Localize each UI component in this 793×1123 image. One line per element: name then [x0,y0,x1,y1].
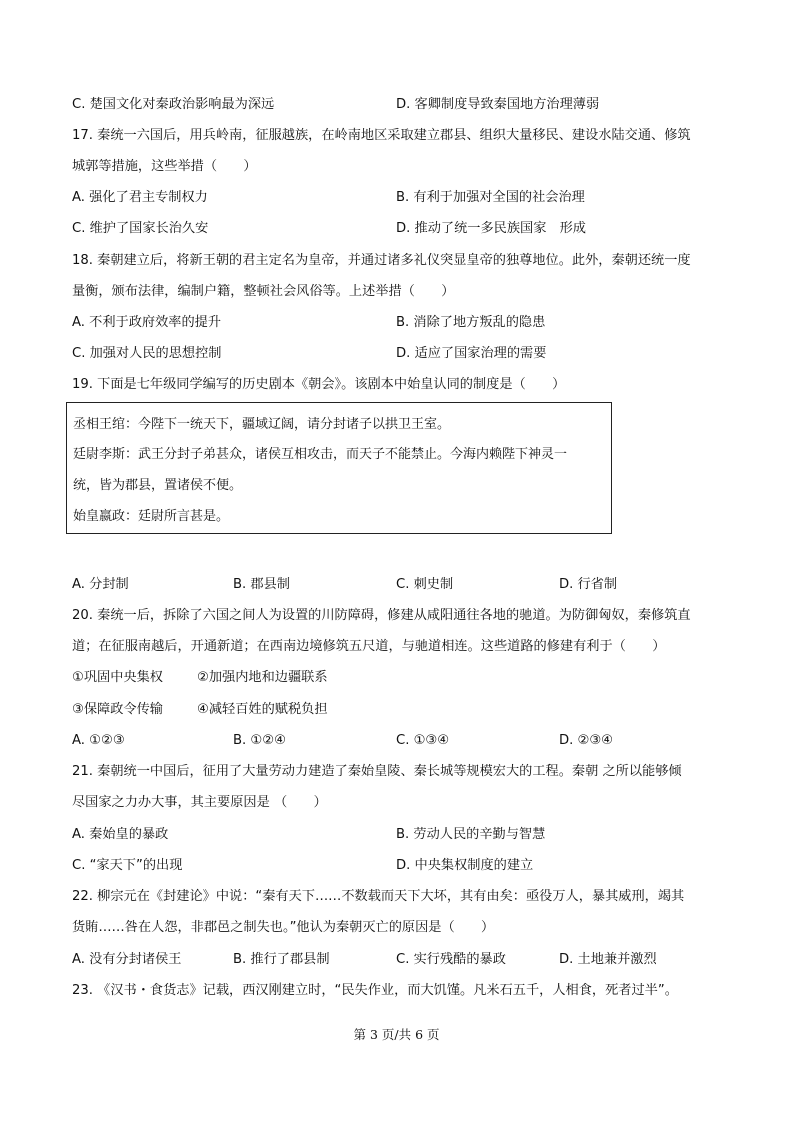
q20-item-4: ④减轻百姓的赋税负担 [197,702,328,717]
q23-stem-line-1: 23. 《汉书・食货志》记载，西汉刚建立时，“民失作业，而大饥馑。凡米石五千，人相食，死者过半”。 [72,983,678,998]
q18-stem-line-2: 量衡，颁布法律，编制户籍，整顿社会风俗等。上述举措（ ） [72,284,455,299]
q20-option-c: C. ①③④ [396,733,450,748]
q22-option-c: C. 实行残酷的暴政 [396,952,506,967]
q19-stem: 19. 下面是七年级同学编写的历史剧本《朝会》。该剧本中始皇认同的制度是（ ） [72,377,566,392]
page-number: 第 3 页/共 6 页 [353,1027,440,1042]
q21-option-d: D. 中央集权制度的建立 [396,858,534,873]
q17-stem-line-2: 城郭等措施，这些举措（ ） [72,159,257,174]
q22-stem-line-2: 货賄……咎在人怨，非郡邑之制失也。”他认为秦朝灭亡的原因是（ ） [72,920,495,935]
q19-quote-line-2: 廷尉李斯：武王分封子弟甚众，诸侯互相攻击，而天子不能禁止。今海内赖陛下神灵一 [73,447,568,462]
q16-option-d: D. 客卿制度导致秦国地方治理薄弱 [396,97,600,112]
q18-option-c: C. 加强对人民的思想控制 [72,346,222,361]
q17-option-d: D. 推动了统一多民族国家 形成 [396,221,586,236]
q19-option-c: C. 刺史制 [396,577,454,592]
q20-option-d: D. ②③④ [559,733,614,748]
q17-option-a: A. 强化了君主专制权力 [72,190,208,205]
q16-option-c: C. 楚国文化对秦政治影响最为深远 [72,97,275,112]
q17-option-b: B. 有利于加强对全国的社会治理 [396,190,585,205]
q20-item-2: ②加强内地和边疆联系 [197,670,328,685]
q19-quote-line-1: 丞相王绾：今陛下一统天下，疆域辽阔，请分封诸子以拱卫王室。 [73,417,451,432]
q18-stem-line-1: 18. 秦朝建立后，将新王朝的君主定名为皇帝，并通过诸多礼仪突显皇帝的独尊地位。此外，秦朝还统一度 [72,253,691,268]
q20-item-1: ①巩固中央集权 [72,670,163,685]
q21-stem-line-1: 21. 秦朝统一中国后，征用了大量劳动力建造了秦始皇陵、秦长城等规模宏大的工程。秦朝 之所以能够倾 [72,764,682,779]
q21-option-a: A. 秦始皇的暴政 [72,827,169,842]
q19-option-b: B. 郡县制 [233,577,290,592]
q18-option-a: A. 不利于政府效率的提升 [72,315,222,330]
q19-option-a: A. 分封制 [72,577,129,592]
q20-stem-line-1: 20. 秦统一后，拆除了六国之间人为设置的川防障碍，修建从咸阳通往各地的驰道。为防御匈奴，秦修筑直 [72,608,691,623]
q22-option-d: D. 土地兼并激烈 [559,952,657,967]
q21-option-c: C. “家天下”的出现 [72,858,183,873]
q21-stem-line-2: 尽国家之力办大事，其主要原因是 （ ） [72,795,327,810]
q22-stem-line-1: 22. 柳宗元在《封建论》中说：“秦有天下……不数载而天下大坏，其有由矣：亟役万人，暴其威刑，竭其 [72,889,685,904]
q19-option-d: D. 行省制 [559,577,618,592]
q17-option-c: C. 维护了国家长治久安 [72,221,209,236]
q19-quote-line-3: 统，皆为郡县，置诸侯不便。 [73,478,243,493]
q20-stem-line-2: 道；在征服南越后，开通新道；在西南边境修筑五尺道，与驰道相连。这些道路的修建有利于（ ） [72,639,666,654]
q19-quote-line-4: 始皇嬴政：廷尉所言甚是。 [73,509,230,524]
q21-option-b: B. 劳动人民的辛勤与智慧 [396,827,546,842]
q20-option-b: B. ①②④ [233,733,286,748]
q18-option-d: D. 适应了国家治理的需要 [396,346,547,361]
q22-option-a: A. 没有分封诸侯王 [72,952,182,967]
q22-option-b: B. 推行了郡县制 [233,952,330,967]
q20-option-a: A. ①②③ [72,733,125,748]
q20-item-3: ③保障政令传输 [72,702,163,717]
q17-stem-line-1: 17. 秦统一六国后，用兵岭南，征服越族，在岭南地区采取建立郡县、组织大量移民、建设水陆交通、修筑 [72,128,691,143]
q18-option-b: B. 消除了地方叛乱的隐患 [396,315,546,330]
q19-quote-box [66,402,612,534]
